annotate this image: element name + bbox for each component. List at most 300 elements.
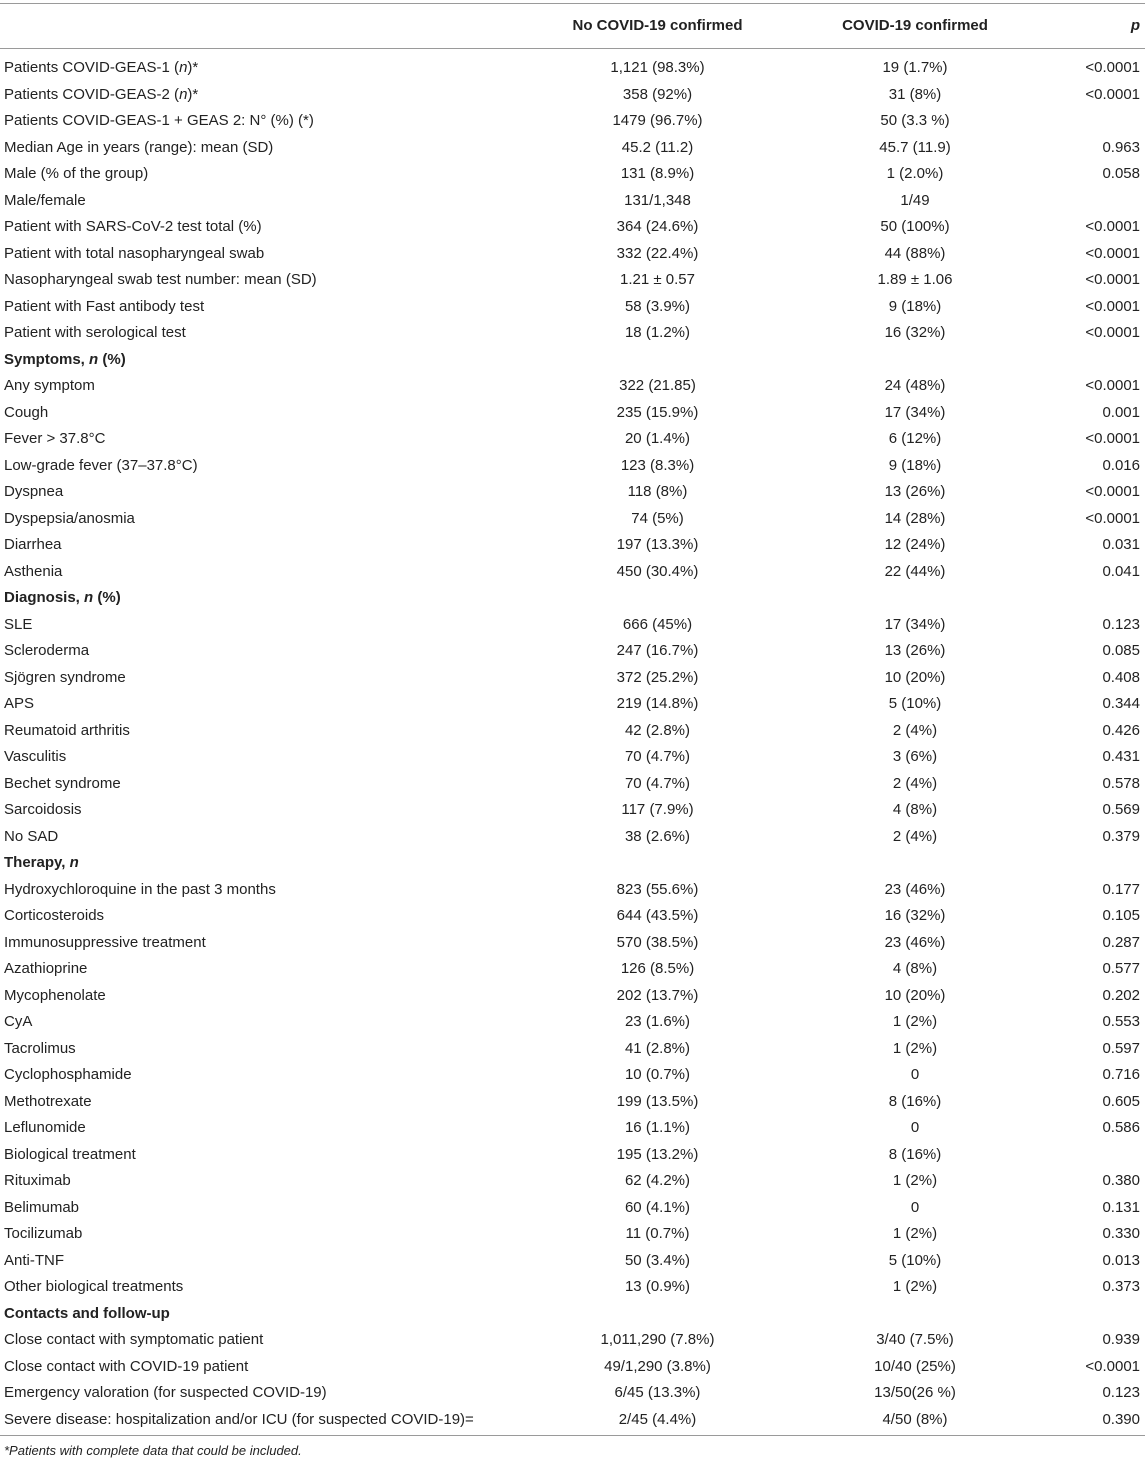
no-covid-value: 202 (13.7%) xyxy=(616,986,699,1004)
covid-value: 2 (4%) xyxy=(892,827,938,845)
no-covid-value: 70 (4.7%) xyxy=(624,748,691,766)
no-covid-value: 123 (8.3%) xyxy=(620,456,695,474)
p-value: 0.344 xyxy=(1102,695,1140,713)
row-label xyxy=(0,245,519,263)
row-label-text: Patient with serological test xyxy=(4,324,186,342)
row-label xyxy=(0,775,519,793)
table-row xyxy=(0,55,1145,82)
covid-value: 3 (6%) xyxy=(892,748,938,766)
p-value: 0.716 xyxy=(1102,1066,1140,1084)
table-row xyxy=(0,1062,1145,1089)
no-covid-value: 1,121 (98.3%) xyxy=(610,59,705,77)
covid-value: 4 (8%) xyxy=(892,801,938,819)
p-value: 0.586 xyxy=(1102,1119,1140,1137)
row-label xyxy=(0,430,519,448)
row-label xyxy=(0,1040,519,1058)
table-row xyxy=(0,1142,1145,1169)
table-row xyxy=(0,1327,1145,1354)
table-row xyxy=(0,532,1145,559)
row-label xyxy=(0,86,519,104)
no-covid-value: 358 (92%) xyxy=(622,85,693,103)
p-value: 0.605 xyxy=(1102,1092,1140,1110)
no-covid-value: 247 (16.7%) xyxy=(616,642,699,660)
row-label xyxy=(0,907,519,925)
no-covid-value: 74 (5%) xyxy=(631,509,684,527)
row-label xyxy=(0,1331,519,1349)
table-body xyxy=(0,49,1145,1433)
no-covid-value: 45.2 (11.2) xyxy=(621,138,694,156)
covid-value: 2 (4%) xyxy=(892,774,938,792)
table-row xyxy=(0,1195,1145,1222)
row-label-text: Dyspnea xyxy=(4,483,64,501)
table-row xyxy=(0,1380,1145,1407)
row-label xyxy=(0,1013,519,1031)
row-label xyxy=(0,510,519,528)
row-label-part: Therapy, xyxy=(4,854,70,872)
row-label-text: Dyspepsia/anosmia xyxy=(4,509,135,527)
row-label xyxy=(0,934,519,952)
p-value: 0.597 xyxy=(1102,1039,1140,1057)
covid-value: 45.7 (11.9) xyxy=(879,138,951,156)
table-row xyxy=(0,1407,1145,1434)
row-label-part: Diagnosis, xyxy=(4,589,85,607)
row-label-part: (%) xyxy=(98,350,126,368)
no-covid-value: 199 (13.5%) xyxy=(616,1092,699,1110)
row-label-text: Patient with total nasopharyngeal swab xyxy=(4,244,265,262)
p-value: 0.131 xyxy=(1102,1198,1140,1216)
table-row xyxy=(0,665,1145,692)
row-label-text: CyA xyxy=(4,1013,33,1031)
row-label-text: Leflunomide xyxy=(4,1119,86,1137)
row-label-part: n xyxy=(179,85,188,103)
table-row xyxy=(0,373,1145,400)
covid-value: 6 (12%) xyxy=(888,430,942,448)
table-row xyxy=(0,320,1145,347)
p-value: 0.373 xyxy=(1102,1278,1140,1296)
no-covid-value: 644 (43.5%) xyxy=(616,907,699,925)
no-covid-value: 235 (15.9%) xyxy=(616,403,699,421)
row-label-text: Diarrhea xyxy=(4,536,62,554)
row-label xyxy=(0,616,519,634)
table-row xyxy=(0,824,1145,851)
covid-value: 50 (100%) xyxy=(880,218,950,236)
p-value: 0.330 xyxy=(1102,1225,1140,1243)
row-label xyxy=(0,695,519,713)
row-label-text: Patients COVID-GEAS-1 + GEAS 2: N° (%) (*) xyxy=(4,112,314,130)
no-covid-value: 38 (2.6%) xyxy=(624,827,691,845)
no-covid-value: 131/1,348 xyxy=(624,191,691,209)
no-covid-value: 70 (4.7%) xyxy=(624,774,691,792)
row-label-text: Cyclophosphamide xyxy=(4,1066,132,1084)
row-label xyxy=(0,139,519,157)
header-col-covid: COVID-19 confirmed xyxy=(842,17,988,34)
covid-value: 2 (4%) xyxy=(892,721,938,739)
row-label xyxy=(0,59,519,77)
no-covid-value: 41 (2.8%) xyxy=(624,1039,691,1057)
table-row xyxy=(0,267,1145,294)
table-row xyxy=(0,1274,1145,1301)
row-label-text: Sarcoidosis xyxy=(4,801,82,819)
row-label-text: Emergency valoration (for suspected COVID-19) xyxy=(4,1384,327,1402)
p-value: 0.553 xyxy=(1102,1013,1140,1031)
row-label-text: Patient with SARS-CoV-2 test total (%) xyxy=(4,218,262,236)
row-label xyxy=(0,1172,519,1190)
covid-value: 4/50 (8%) xyxy=(882,1410,948,1428)
table-row xyxy=(0,135,1145,162)
table-row xyxy=(0,1354,1145,1381)
table-row xyxy=(0,400,1145,427)
covid-value: 4 (8%) xyxy=(892,960,938,978)
covid-value: 10 (20%) xyxy=(884,986,946,1004)
covid-value: 8 (16%) xyxy=(888,1145,942,1163)
p-value: 0.408 xyxy=(1102,668,1140,686)
table-row xyxy=(0,797,1145,824)
p-value: 0.058 xyxy=(1102,165,1140,183)
row-label-text: Tacrolimus xyxy=(4,1039,76,1057)
row-label xyxy=(0,298,519,316)
table-row xyxy=(0,1168,1145,1195)
row-label xyxy=(0,1093,519,1111)
covid-value: 14 (28%) xyxy=(884,509,946,527)
table-row xyxy=(0,744,1145,771)
covid-value: 5 (10%) xyxy=(888,1251,942,1269)
row-label-text: Bechet syndrome xyxy=(4,774,121,792)
row-label-text: Asthenia xyxy=(4,562,63,580)
p-value: <0.0001 xyxy=(1085,297,1140,315)
table-row xyxy=(0,638,1145,665)
covid-value: 12 (24%) xyxy=(884,536,946,554)
p-value: 0.202 xyxy=(1102,986,1140,1004)
p-value: <0.0001 xyxy=(1085,377,1140,395)
no-covid-value: 117 (7.9%) xyxy=(621,801,694,819)
row-label-text: Male (% of the group) xyxy=(4,165,149,183)
table-row xyxy=(0,1089,1145,1116)
p-value: 0.939 xyxy=(1102,1331,1140,1349)
row-label-text: Low-grade fever (37–37.8°C) xyxy=(4,456,198,474)
p-value: <0.0001 xyxy=(1085,324,1140,342)
row-label-part: n xyxy=(69,854,79,872)
row-label-part: Patients COVID-GEAS-2 ( xyxy=(4,85,180,103)
table-row xyxy=(0,1221,1145,1248)
row-label xyxy=(0,642,519,660)
no-covid-value: 23 (1.6%) xyxy=(624,1013,691,1031)
p-value: <0.0001 xyxy=(1085,271,1140,289)
row-label xyxy=(0,828,519,846)
row-label xyxy=(0,1278,519,1296)
row-label xyxy=(0,324,519,342)
table-row xyxy=(0,956,1145,983)
no-covid-value: 195 (13.2%) xyxy=(616,1145,699,1163)
no-covid-value: 126 (8.5%) xyxy=(620,960,695,978)
p-value: 0.578 xyxy=(1102,774,1140,792)
covid-value: 1 (2.0%) xyxy=(886,165,944,183)
row-label xyxy=(0,1146,519,1164)
p-value: 0.569 xyxy=(1102,801,1140,819)
table-row xyxy=(0,1036,1145,1063)
row-label xyxy=(0,801,519,819)
table-row xyxy=(0,453,1145,480)
table-row xyxy=(0,691,1145,718)
row-label xyxy=(0,1358,519,1376)
no-covid-value: 10 (0.7%) xyxy=(624,1066,691,1084)
p-value: 0.426 xyxy=(1102,721,1140,739)
row-label xyxy=(0,960,519,978)
covid-value: 22 (44%) xyxy=(884,562,946,580)
covid-value: 1/49 xyxy=(900,191,930,209)
bottom-rule xyxy=(0,1435,1145,1436)
row-label xyxy=(0,1411,519,1429)
section-title xyxy=(0,1305,519,1323)
covid-value: 1 (2%) xyxy=(892,1278,938,1296)
section-header-row xyxy=(0,1301,1145,1328)
row-label xyxy=(0,748,519,766)
row-label-text: Severe disease: hospitalization and/or ICU (for suspected COVID-19)= xyxy=(4,1410,474,1428)
row-label-part: n xyxy=(179,59,188,77)
table-row xyxy=(0,983,1145,1010)
row-label xyxy=(0,457,519,475)
no-covid-value: 1.21 ± 0.57 xyxy=(620,271,695,289)
no-covid-value: 50 (3.4%) xyxy=(624,1251,691,1269)
row-label xyxy=(0,669,519,687)
row-label-part: )* xyxy=(187,85,199,103)
p-value: <0.0001 xyxy=(1085,218,1140,236)
row-label xyxy=(0,377,519,395)
row-label-text: Hydroxychloroquine in the past 3 months xyxy=(4,880,276,898)
covid-value: 1 (2%) xyxy=(892,1039,938,1057)
no-covid-value: 364 (24.6%) xyxy=(616,218,699,236)
row-label xyxy=(0,1119,519,1137)
no-covid-value: 131 (8.9%) xyxy=(620,165,695,183)
covid-value: 31 (8%) xyxy=(888,85,942,103)
table-row xyxy=(0,877,1145,904)
no-covid-value: 49/1,290 (3.8%) xyxy=(604,1357,711,1375)
table-row xyxy=(0,718,1145,745)
p-value: <0.0001 xyxy=(1085,85,1140,103)
row-label-part: (%) xyxy=(93,589,121,607)
row-label-text: Cough xyxy=(4,403,49,421)
no-covid-value: 42 (2.8%) xyxy=(624,721,691,739)
row-label-text: Immunosuppressive treatment xyxy=(4,933,206,951)
row-label-part: Symptoms, xyxy=(4,350,90,368)
no-covid-value: 570 (38.5%) xyxy=(616,933,699,951)
covid-value: 16 (32%) xyxy=(884,907,946,925)
section-title xyxy=(0,589,519,607)
section-header-row xyxy=(0,850,1145,877)
no-covid-value: 322 (21.85) xyxy=(619,377,696,395)
no-covid-value: 823 (55.6%) xyxy=(616,880,699,898)
p-value: 0.287 xyxy=(1102,933,1140,951)
table-row xyxy=(0,479,1145,506)
covid-value: 8 (16%) xyxy=(888,1092,942,1110)
covid-value: 19 (1.7%) xyxy=(882,59,948,77)
no-covid-value: 20 (1.4%) xyxy=(624,430,691,448)
table-row xyxy=(0,771,1145,798)
p-value: 0.041 xyxy=(1102,562,1140,580)
row-label-text: Vasculitis xyxy=(4,748,67,766)
covid-value: 50 (3.3 %) xyxy=(880,112,950,130)
row-label-text: Belimumab xyxy=(4,1198,80,1216)
covid-value: 0 xyxy=(910,1066,920,1084)
row-label xyxy=(0,1384,519,1402)
row-label-text: Any symptom xyxy=(4,377,95,395)
row-label xyxy=(0,404,519,422)
p-value: 0.577 xyxy=(1102,960,1140,978)
no-covid-value: 450 (30.4%) xyxy=(616,562,699,580)
row-label-part: Patients COVID-GEAS-1 ( xyxy=(4,59,180,77)
section-header-row xyxy=(0,347,1145,374)
table-row xyxy=(0,161,1145,188)
covid-value: 23 (46%) xyxy=(884,933,946,951)
row-label-text: Anti-TNF xyxy=(4,1251,64,1269)
no-covid-value: 2/45 (4.4%) xyxy=(618,1410,697,1428)
covid-value: 23 (46%) xyxy=(884,880,946,898)
section-title xyxy=(0,351,519,369)
covid-value: 3/40 (7.5%) xyxy=(876,1331,954,1349)
row-label-text: Mycophenolate xyxy=(4,986,106,1004)
table-row xyxy=(0,612,1145,639)
row-label-text: Patient with Fast antibody test xyxy=(4,297,205,315)
no-covid-value: 18 (1.2%) xyxy=(624,324,691,342)
row-label xyxy=(0,881,519,899)
no-covid-value: 118 (8%) xyxy=(627,483,688,501)
table-row xyxy=(0,426,1145,453)
table-row xyxy=(0,108,1145,135)
row-label-text: APS xyxy=(4,695,35,713)
no-covid-value: 219 (14.8%) xyxy=(616,695,699,713)
section-header-row xyxy=(0,585,1145,612)
table-row xyxy=(0,506,1145,533)
no-covid-value: 1,011,290 (7.8%) xyxy=(600,1331,715,1349)
table-row xyxy=(0,214,1145,241)
row-label xyxy=(0,536,519,554)
p-value: 0.380 xyxy=(1102,1172,1140,1190)
p-value: 0.431 xyxy=(1102,748,1140,766)
covid-value: 1.89 ± 1.06 xyxy=(877,271,953,289)
row-label-text: Male/female xyxy=(4,191,86,209)
no-covid-value: 60 (4.1%) xyxy=(624,1198,691,1216)
row-label-text: Other biological treatments xyxy=(4,1278,184,1296)
covid-value: 24 (48%) xyxy=(884,377,946,395)
row-label xyxy=(0,563,519,581)
p-value: <0.0001 xyxy=(1085,244,1140,262)
row-label-text: Nasopharyngeal swab test number: mean (SD) xyxy=(4,271,317,289)
covid-value: 1 (2%) xyxy=(892,1013,938,1031)
table-row xyxy=(0,1248,1145,1275)
covid-value: 1 (2%) xyxy=(892,1172,938,1190)
row-label-text: No SAD xyxy=(4,827,59,845)
table-row xyxy=(0,294,1145,321)
no-covid-value: 6/45 (13.3%) xyxy=(614,1384,701,1402)
covid-value: 10 (20%) xyxy=(884,668,946,686)
no-covid-value: 58 (3.9%) xyxy=(624,297,691,315)
table-row xyxy=(0,1115,1145,1142)
p-value: <0.0001 xyxy=(1085,59,1140,77)
row-label-text: Azathioprine xyxy=(4,960,88,978)
row-label-text: SLE xyxy=(4,615,33,633)
covid-value: 16 (32%) xyxy=(884,324,946,342)
row-label xyxy=(0,112,519,130)
row-label xyxy=(0,1252,519,1270)
p-value: 0.963 xyxy=(1102,138,1140,156)
row-label xyxy=(0,722,519,740)
covid-value: 13/50(26 %) xyxy=(874,1384,956,1402)
p-value: 0.177 xyxy=(1102,880,1140,898)
covid-value: 0 xyxy=(910,1198,920,1216)
covid-value: 44 (88%) xyxy=(884,244,946,262)
covid-value: 9 (18%) xyxy=(888,456,942,474)
row-label-part: Contacts and follow-up xyxy=(4,1304,170,1322)
covid-value: 9 (18%) xyxy=(888,297,942,315)
covid-value: 13 (26%) xyxy=(884,642,946,660)
table-footnote: *Patients with complete data that could be included. xyxy=(4,1443,302,1458)
no-covid-value: 11 (0.7%) xyxy=(625,1225,690,1243)
covid-value: 17 (34%) xyxy=(884,615,946,633)
row-label xyxy=(0,1199,519,1217)
no-covid-value: 197 (13.3%) xyxy=(616,536,699,554)
no-covid-value: 332 (22.4%) xyxy=(616,244,699,262)
row-label xyxy=(0,218,519,236)
covid-value: 17 (34%) xyxy=(884,403,946,421)
row-label-part: n xyxy=(89,350,99,368)
no-covid-value: 62 (4.2%) xyxy=(624,1172,691,1190)
row-label-part: n xyxy=(84,589,94,607)
row-label-text: Biological treatment xyxy=(4,1145,136,1163)
table-row xyxy=(0,1009,1145,1036)
p-value: 0.031 xyxy=(1102,536,1140,554)
row-label-part: )* xyxy=(187,59,199,77)
row-label xyxy=(0,271,519,289)
table-header xyxy=(0,4,1145,48)
covid-value: 0 xyxy=(910,1119,920,1137)
row-label-text: Methotrexate xyxy=(4,1092,92,1110)
header-col-no-covid: No COVID-19 confirmed xyxy=(572,17,743,34)
p-value: 0.001 xyxy=(1102,403,1140,421)
section-title xyxy=(0,854,519,872)
row-label-text: Fever > 37.8°C xyxy=(4,430,106,448)
row-label xyxy=(0,987,519,1005)
table-row xyxy=(0,903,1145,930)
covid-value: 1 (2%) xyxy=(892,1225,938,1243)
row-label xyxy=(0,165,519,183)
p-value: 0.390 xyxy=(1102,1410,1140,1428)
p-value: 0.085 xyxy=(1102,642,1140,660)
row-label xyxy=(0,1225,519,1243)
row-label xyxy=(0,192,519,210)
p-value: 0.379 xyxy=(1102,827,1140,845)
covid-value: 10/40 (25%) xyxy=(874,1357,956,1375)
row-label-text: Close contact with symptomatic patient xyxy=(4,1331,264,1349)
table-row xyxy=(0,188,1145,215)
table-row xyxy=(0,241,1145,268)
p-value: <0.0001 xyxy=(1085,509,1140,527)
no-covid-value: 16 (1.1%) xyxy=(624,1119,691,1137)
row-label-text: Sjögren syndrome xyxy=(4,668,126,686)
table-row xyxy=(0,559,1145,586)
row-label-text: Close contact with COVID-19 patient xyxy=(4,1357,249,1375)
p-value: 0.105 xyxy=(1102,907,1140,925)
row-label-text: Median Age in years (range): mean (SD) xyxy=(4,138,274,156)
p-value: 0.123 xyxy=(1102,1384,1140,1402)
no-covid-value: 666 (45%) xyxy=(622,615,693,633)
row-label-text: Rituximab xyxy=(4,1172,71,1190)
header-col-p: p xyxy=(1130,17,1140,34)
row-label-text: Corticosteroids xyxy=(4,907,105,925)
p-value: 0.016 xyxy=(1102,456,1140,474)
p-value: <0.0001 xyxy=(1085,1357,1140,1375)
table-row xyxy=(0,930,1145,957)
row-label-text: Tocilizumab xyxy=(4,1225,83,1243)
row-label-text: Scleroderma xyxy=(4,642,90,660)
